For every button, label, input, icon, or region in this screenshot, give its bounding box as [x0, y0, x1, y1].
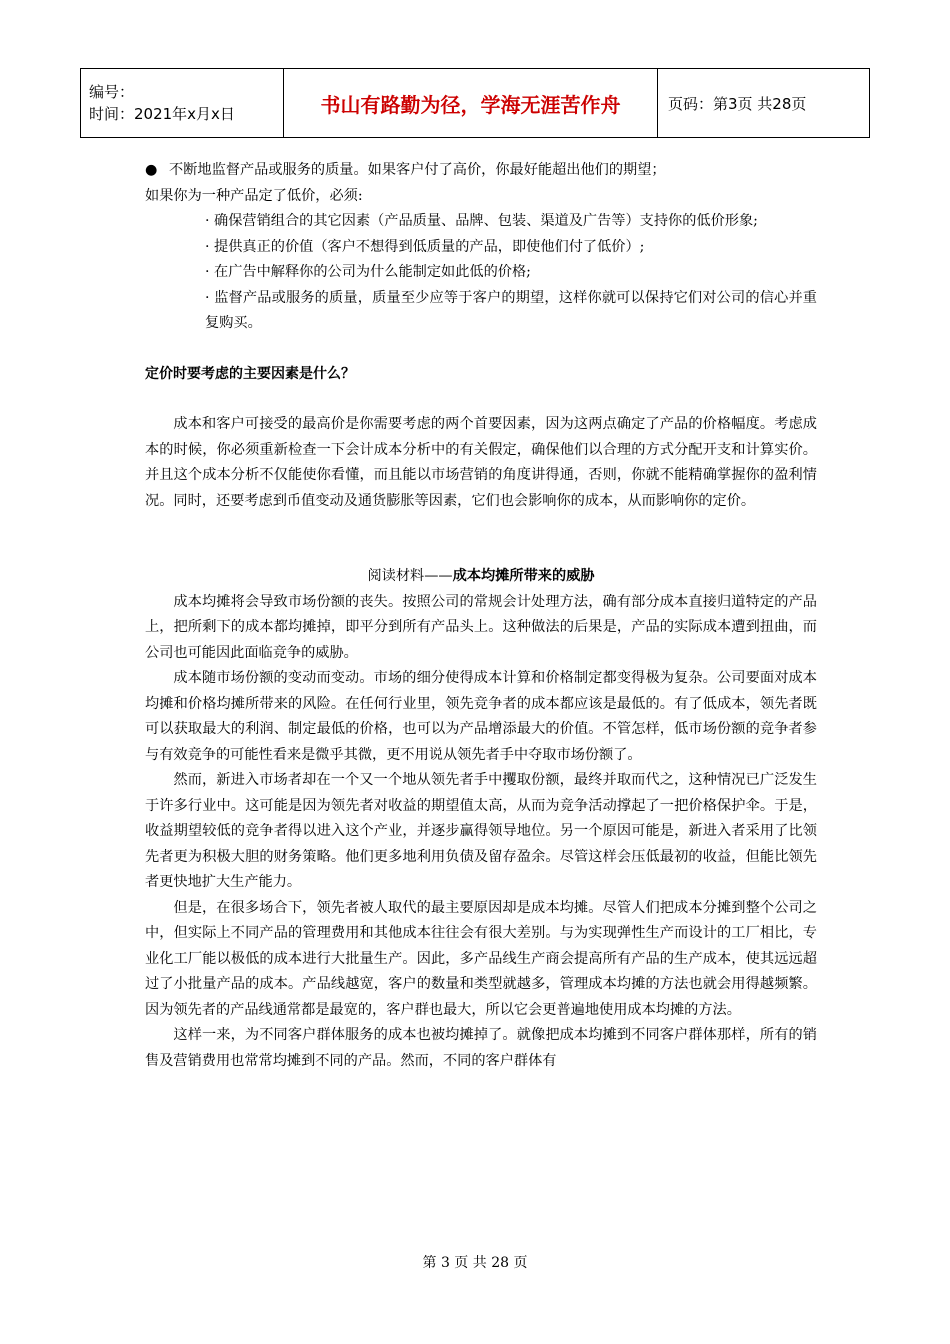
document-date: 时间：2021年x月x日 [89, 105, 235, 123]
sub-item: · 在广告中解释你的公司为什么能制定如此低的价格; [205, 264, 531, 280]
sub-item: · 提供真正的价值（客户不想得到低质量的产品，即使他们付了低价）; [205, 238, 645, 255]
motto-text: 书山有路勤为径，学海无涯苦作舟 [320, 92, 621, 117]
reading-prefix: 阅读材料—— [367, 568, 453, 584]
bullet-dot-icon: ● [145, 162, 158, 178]
page-number-label: 页码：第3页 共28页 [668, 94, 807, 113]
header-page-info [658, 69, 869, 137]
reading-paragraph: 但是，在很多场合下，领先者被人取代的最主要原因却是成本均摊。尽管人们把成本分摊到整个公司之中，但实际上不同产品的管理费用和其他成本往往会有很大差别。与为实现弹性生产而设计的工厂相比，专业化工厂能以极低的成本进行大批量生产。因此，多产品线生产商会提高所有产品的生产成本，使其远远超过了小批量产品的成本。产品线越宽，客户的数量和类型就越多，管理成本均摊的方法也就会用得越频繁。因为领先者的产品线通常都是最宽的，客户群也最大，所以它会更普遍地使用成本均摊的方法。 [145, 899, 817, 1018]
reading-paragraph: 这样一来，为不同客户群体服务的成本也被均摊掉了。就像把成本均摊到不同客户群体那样，所有的销售及营销费用也常常均摊到不同的产品。然而，不同的客户群体有 [145, 1027, 817, 1069]
header-meta [81, 69, 284, 137]
section-heading: 定价时要考虑的主要因素是什么？ [145, 365, 355, 382]
footer-page-number: 第 3 页 共 28 页 [422, 1255, 528, 1271]
sub-item: · 确保营销组合的其它因素（产品质量、品牌、包装、渠道及广告等）支持你的低价形象; [205, 213, 758, 229]
sub-item-list [145, 209, 817, 337]
page-header [80, 68, 870, 138]
document-body [145, 158, 817, 1074]
document-number: 编号： [89, 83, 135, 101]
section-paragraph: 成本和客户可接受的最高价是你需要考虑的两个首要因素，因为这两点确定了产品的价格幅度。考虑成本的时候，你必须重新检查一下会计成本分析中的有关假定，确保他们以合理的方式分配开支和计算实价。并且这个成本分析不仅能使你看懂，而且能以市场营销的角度讲得通，否则，你就不能精确掌握你的盈利情况。同时，还要考虑到币值变动及通货膨胀等因素，它们也会影响你的成本，从而影响你的定价。 [145, 416, 817, 509]
bullet-item [145, 158, 817, 184]
page-footer [0, 1252, 950, 1272]
sub-item: · 监督产品或服务的质量，质量至少应等于客户的期望，这样你就可以保持它们对公司的信心并重复购买。 [205, 289, 817, 331]
low-price-intro: 如果你为一种产品定了低价，必须: [145, 187, 363, 204]
header-motto [284, 69, 658, 137]
reading-title [145, 564, 817, 590]
reading-paragraph: 成本随市场份额的变动而变动。市场的细分使得成本计算和价格制定都变得极为复杂。公司要面对成本均摊和价格均摊所带来的风险。在任何行业里，领先竞争者的成本都应该是最低的。有了低成本，领先者既可以获取最大的利润、制定最低的价格，也可以为产品增添最大的价值。不管怎样，低市场份额的竞争者参与有效竞争的可能性看来是微乎其微，更不用说从领先者手中夺取市场份额了。 [145, 670, 817, 763]
reading-paragraph: 成本均摊将会导致市场份额的丧失。按照公司的常规会计处理方法，确有部分成本直接归道特定的产品上，把所剩下的成本都均摊掉，即平分到所有产品头上。这种做法的后果是，产品的实际成本遭到扭曲，而公司也可能因此面临竞争的威胁。 [145, 593, 817, 661]
reading-title-text: 成本均摊所带来的威胁 [452, 568, 595, 584]
bullet-text: 不断地监督产品或服务的质量。如果客户付了高价，你最好能超出他们的期望； [169, 162, 666, 178]
reading-paragraph: 然而，新进入市场者却在一个又一个地从领先者手中攫取份额，最终并取而代之，这种情况已广泛发生于许多行业中。这可能是因为领先者对收益的期望值太高，从而为竞争活动撑起了一把价格保护伞。于是，收益期望较低的竞争者得以进入这个产业，并逐步赢得领导地位。另一个原因可能是，新进入者采用了比领先者更为积极大胆的财务策略。他们更多地利用负债及留存盈余。尽管这样会压低最初的收益，但能比领先者更快地扩大生产能力。 [145, 772, 817, 890]
